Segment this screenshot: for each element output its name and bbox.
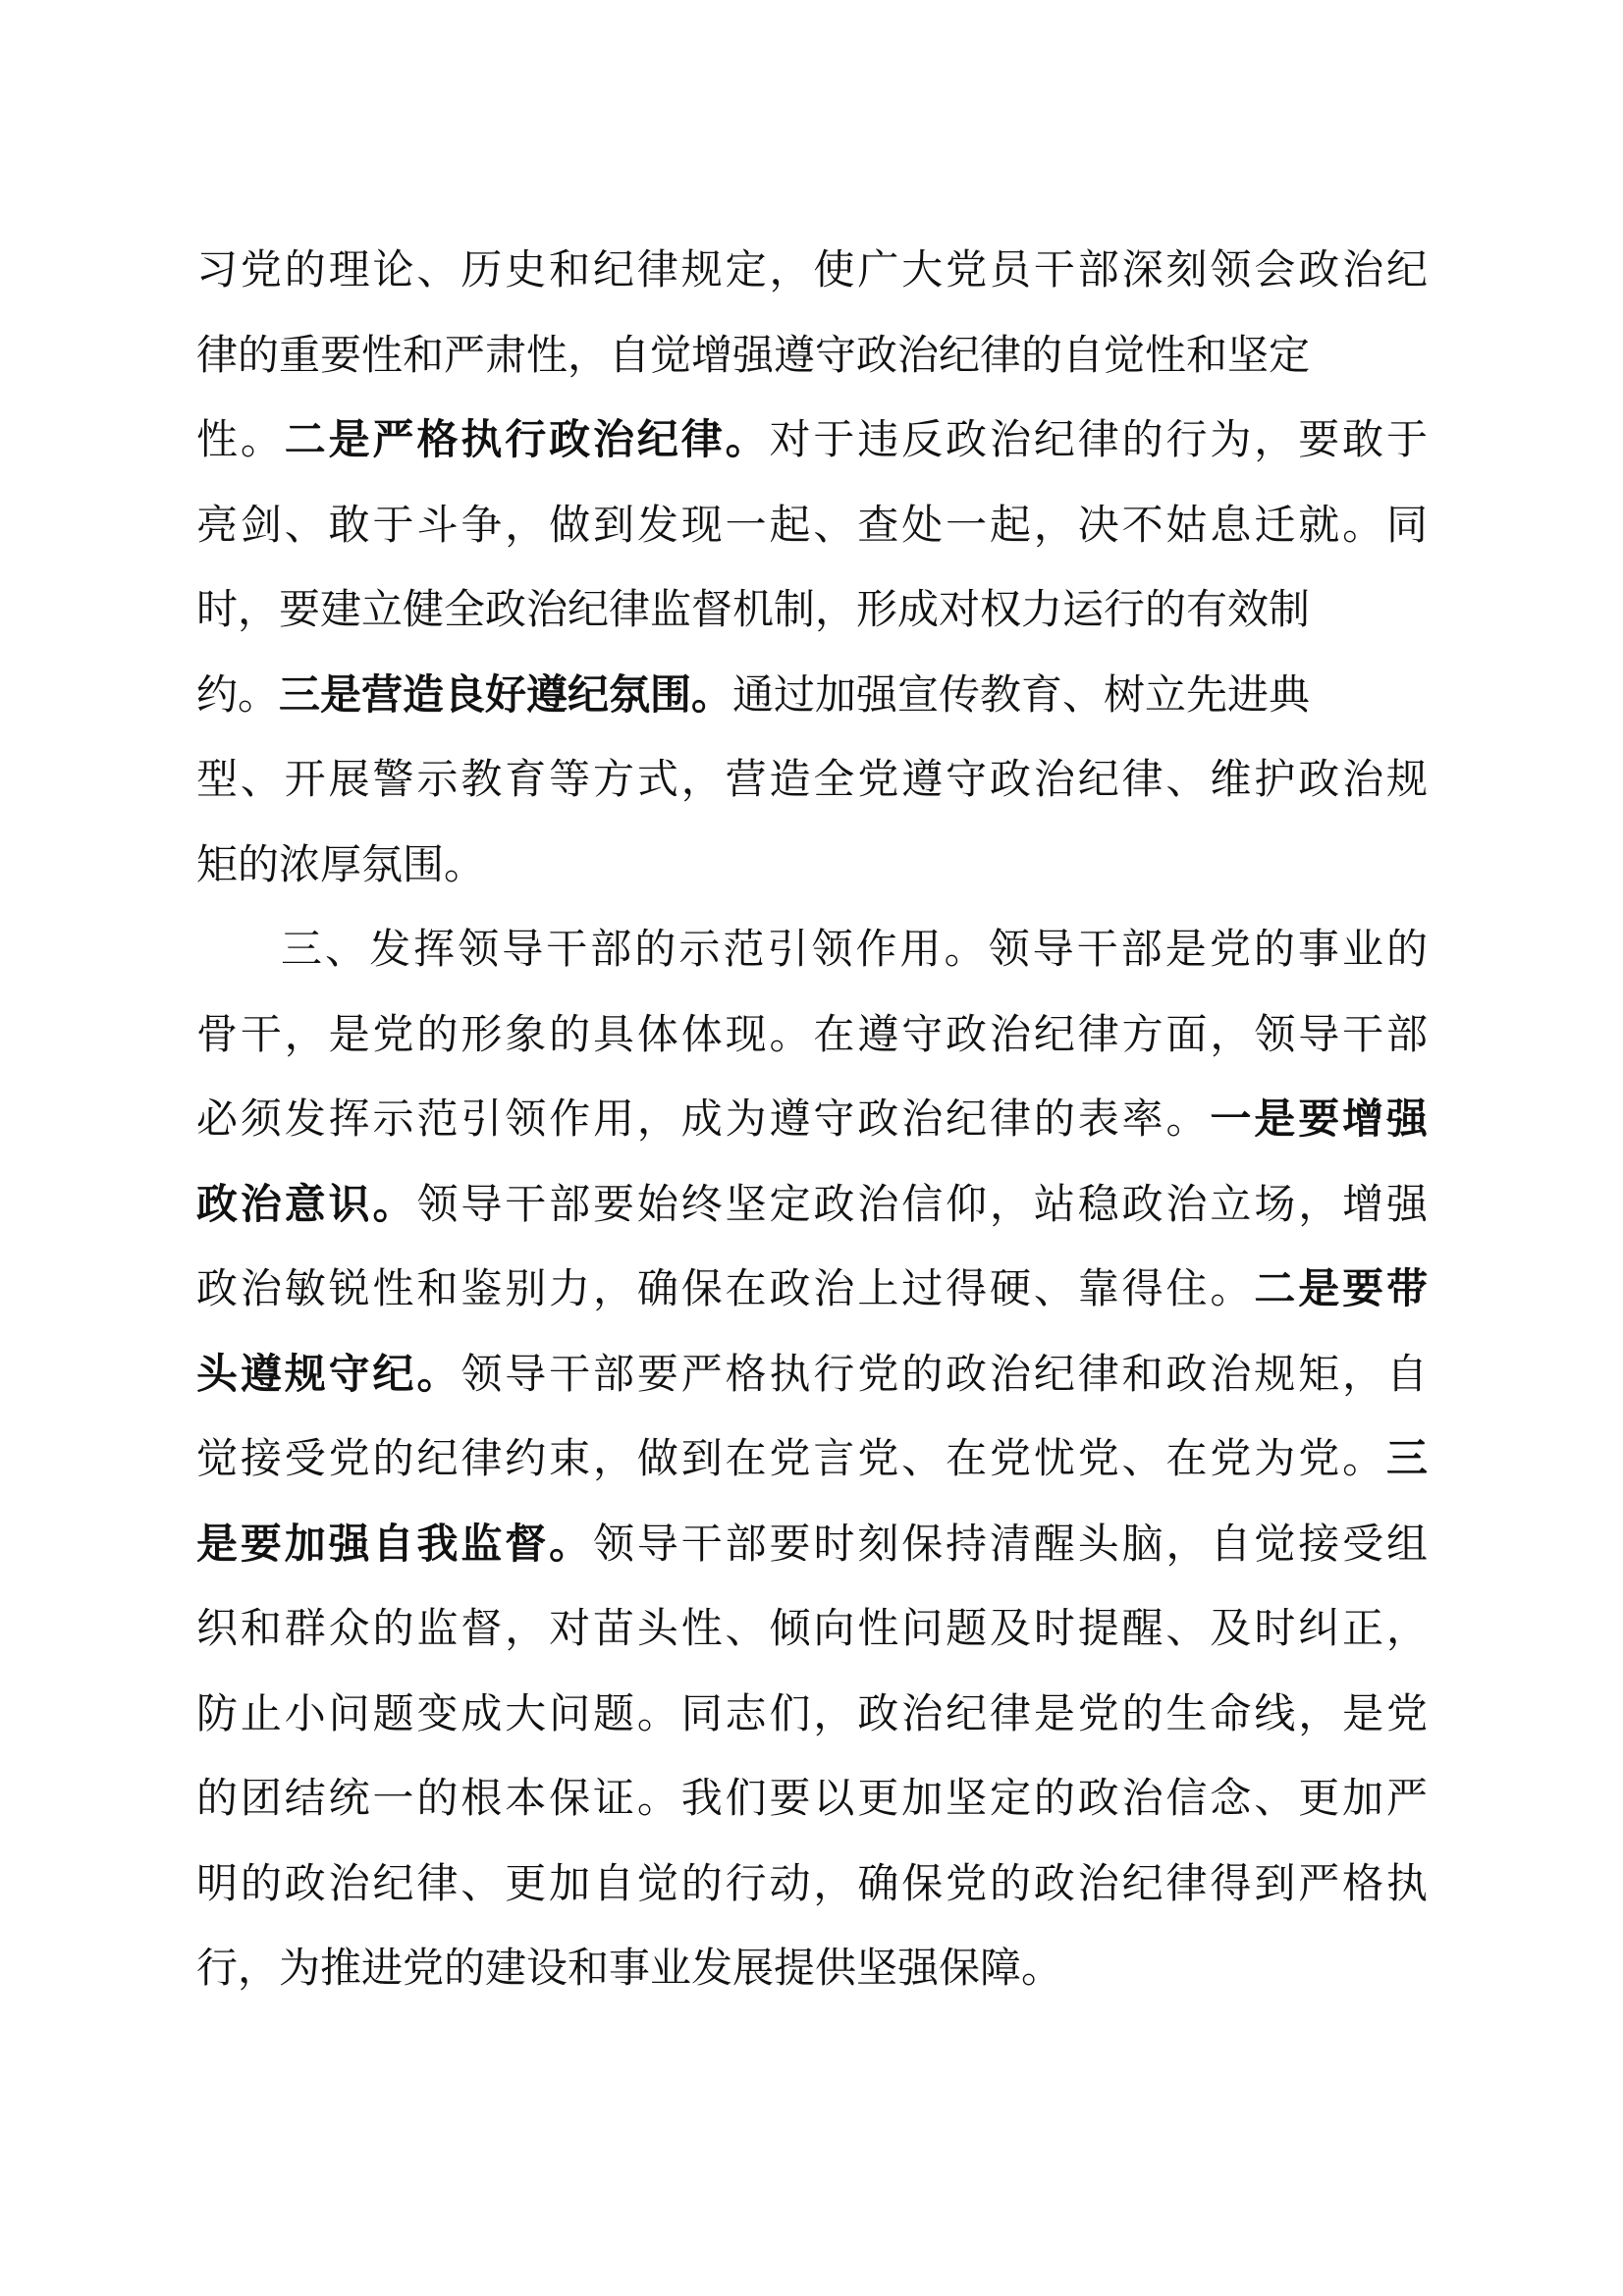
text-line (196, 737, 1428, 823)
text-line (196, 483, 1428, 568)
body-text: 领导干部要严格执行党的政治纪律和政治规矩，自 (460, 1349, 1428, 1398)
body-text: 性。 (196, 415, 285, 463)
bold-heading-text: 头遵规守纪。 (196, 1349, 461, 1398)
body-text: 律的重要性和严肃性，自觉增强遵守政治纪律的自觉性和坚定 (196, 330, 1311, 379)
paragraph (196, 228, 1428, 907)
text-line (196, 1926, 1428, 2011)
text-line (196, 567, 1428, 653)
text-line (196, 907, 1428, 992)
bold-heading-text: 二是严格执行政治纪律。 (284, 415, 770, 463)
body-text: 领导干部要始终坚定政治信仰，站稳政治立场，增强 (416, 1179, 1428, 1228)
body-text: 领导干部要时刻保持清醒头脑，自觉接受组 (593, 1519, 1428, 1568)
text-line (196, 1842, 1428, 1927)
text-line (196, 653, 1428, 738)
body-text: 三、发挥领导干部的示范引领作用。领导干部是党的事业的 (281, 925, 1428, 973)
body-text: 矩的浓厚氛围。 (196, 839, 486, 888)
body-text: 行，为推进党的建设和事业发展提供坚强保障。 (196, 1944, 1063, 1992)
body-text: 型、开展警示教育等方式，营造全党遵守政治纪律、维护政治规 (196, 755, 1428, 803)
document-body (196, 228, 1428, 2011)
body-text: 的团结统一的根本保证。我们要以更加坚定的政治信念、更加严 (196, 1774, 1428, 1822)
text-line (196, 1162, 1428, 1248)
body-text: 对于违反政治纪律的行为，要敢于 (769, 415, 1428, 463)
body-text: 通过加强宣传教育、树立先进典 (732, 669, 1311, 719)
body-text: 习党的理论、历史和纪律规定，使广大党员干部深刻领会政治纪 (196, 245, 1428, 294)
bold-heading-text: 三是营造良好遵纪氛围。 (279, 669, 733, 719)
body-text: 亮剑、敢于斗争，做到发现一起、查处一起，决不姑息迁就。同 (196, 500, 1428, 549)
bold-heading-text: 二是要带 (1254, 1264, 1428, 1312)
text-line (196, 1077, 1428, 1162)
body-text: 时，要建立健全政治纪律监督机制，形成对权力运行的有效制 (196, 585, 1311, 633)
text-line (196, 228, 1428, 313)
text-line (196, 1672, 1428, 1757)
text-line (196, 1756, 1428, 1842)
text-line (196, 992, 1428, 1078)
text-line (196, 823, 1428, 908)
text-line (196, 1247, 1428, 1332)
paragraph (196, 907, 1428, 2011)
bold-heading-text: 是要加强自我监督。 (196, 1519, 593, 1568)
body-text: 约。 (196, 669, 280, 719)
body-text: 防止小问题变成大问题。同志们，政治纪律是党的生命线，是党 (196, 1688, 1428, 1737)
body-text: 骨干，是党的形象的具体体现。在遵守政治纪律方面，领导干部 (196, 1009, 1428, 1058)
bold-heading-text: 一是要增强 (1210, 1095, 1428, 1143)
text-line (196, 1586, 1428, 1672)
body-text: 织和群众的监督，对苗头性、倾向性问题及时提醒、及时纠正， (196, 1604, 1428, 1652)
text-line (196, 1416, 1428, 1502)
body-text: 觉接受党的纪律约束，做到在党言党、在党忧党、在党为党。 (196, 1434, 1386, 1482)
bold-heading-text: 三 (1385, 1434, 1428, 1482)
body-text: 必须发挥示范引领作用，成为遵守政治纪律的表率。 (196, 1095, 1211, 1143)
body-text: 明的政治纪律、更加自觉的行动，确保党的政治纪律得到严格执 (196, 1858, 1428, 1907)
text-line (196, 313, 1428, 399)
text-line (196, 398, 1428, 483)
text-line (196, 1332, 1428, 1417)
text-line (196, 1502, 1428, 1587)
bold-heading-text: 政治意识。 (196, 1179, 417, 1228)
body-text: 政治敏锐性和鉴别力，确保在政治上过得硬、靠得住。 (196, 1264, 1255, 1312)
